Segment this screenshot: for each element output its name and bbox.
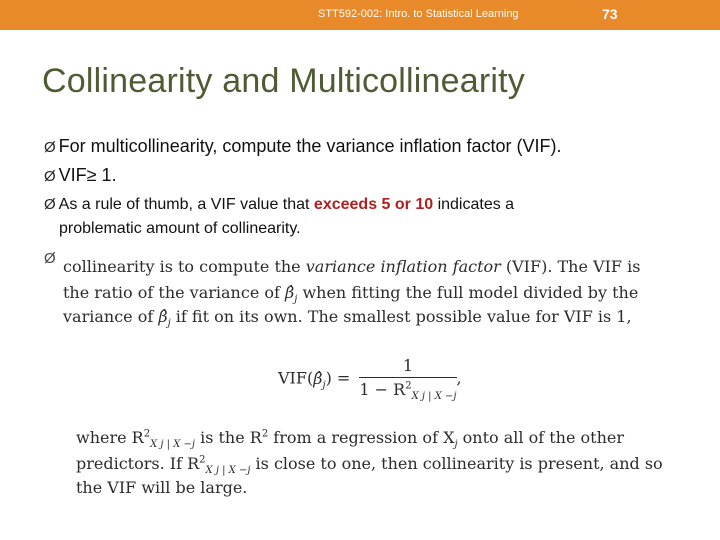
book-emphasis: variance inflation factor bbox=[305, 257, 501, 276]
bullet-rule-of-thumb bbox=[44, 196, 514, 214]
arrow-bullet-icon: Ø bbox=[44, 196, 56, 213]
book-excerpt-line: collinearity is to compute the variance inflation factor (VIF). The VIF is bbox=[63, 257, 641, 276]
book-excerpt-line: the VIF will be large. bbox=[76, 478, 248, 497]
emphasis-threshold: exceeds 5 or 10 bbox=[313, 196, 434, 213]
bullet-rule-of-thumb-continued: problematic amount of collinearity. bbox=[59, 220, 301, 237]
book-excerpt-line: predictors. If $R^2_{X j | X -j}$ is close to one, then collinearity is present, and so bbox=[76, 454, 663, 477]
book-excerpt-line: variance of $\betâ_j$ if fit on its own. The smallest possible value for VIF is 1, bbox=[63, 307, 632, 330]
bullet-vif-min bbox=[44, 165, 117, 186]
bullet-text: VIF≥ 1. bbox=[58, 165, 117, 185]
arrow-bullet-icon: Ø bbox=[44, 139, 56, 156]
slide-title: Collinearity and Multicollinearity bbox=[42, 62, 525, 100]
bullet-text: For multicollinearity, compute the variance inflation factor (VIF). bbox=[58, 136, 562, 156]
formula-fraction: $\frac{1}{1 - R^2_{X j | X -j}}$ bbox=[359, 356, 457, 403]
book-excerpt-line: where $R^2_{X j | X -j}$ is the $R^2$ from a regression of $X_j$ onto all of the other bbox=[76, 428, 625, 451]
vif-formula: $VIF(\betâ_j)$ = $\frac{1}{1 - R^2_{X j | X -j}}$ , bbox=[278, 356, 462, 403]
bullet-text: As a rule of thumb, a VIF value that bbox=[58, 196, 314, 213]
book-excerpt-line: the ratio of the variance of $\betâ_j$ when fitting the full model divided by the bbox=[63, 283, 639, 306]
bullet-text: indicates a bbox=[433, 196, 515, 213]
slide-number: 73 bbox=[602, 6, 618, 22]
bullet-vif-definition bbox=[44, 136, 562, 157]
course-label: STT592-002: Intro. to Statistical Learning bbox=[318, 8, 519, 20]
arrow-bullet-icon: Ø bbox=[44, 250, 56, 267]
arrow-bullet-icon: Ø bbox=[44, 168, 56, 185]
